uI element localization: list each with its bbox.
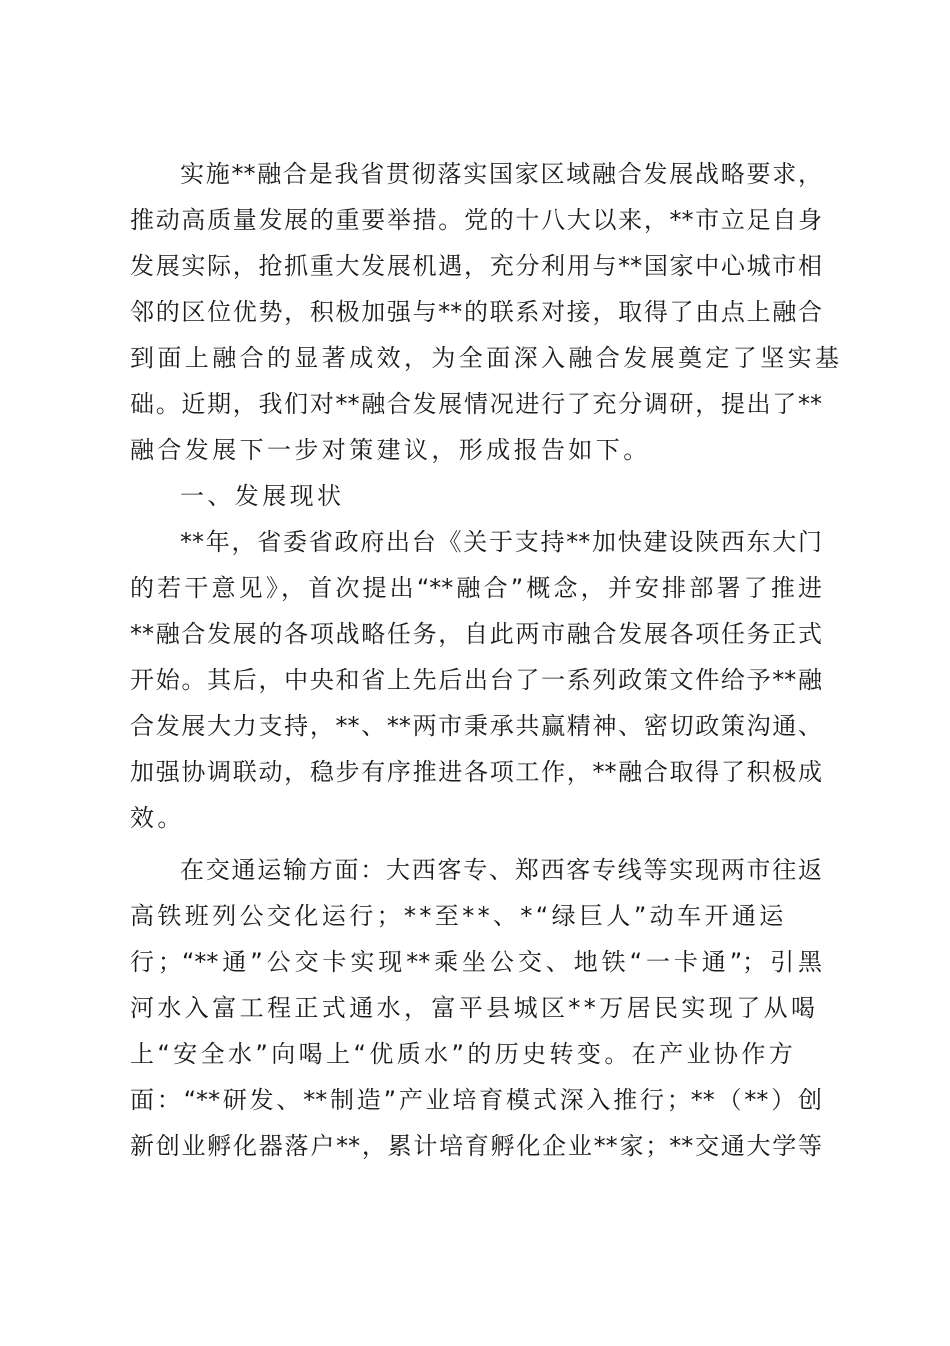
text-line: 在交通运输方面：大西客专、郑西客专线等实现两市往返 (180, 856, 822, 884)
text-line: 发展实际，抢抓重大发展机遇，充分利用与**国家中心城市相 (130, 252, 822, 280)
text-line: 合发展大力支持，**、**两市秉承共赢精神、密切政策沟通、 (130, 712, 822, 740)
text-line: 高铁班列公交化运行；**至**、*“绿巨人”动车开通运 (130, 902, 787, 930)
text-line: 面：“**研发、**制造”产业培育模式深入推行；**（**）创 (130, 1086, 822, 1114)
text-line: 新创业孵化器落户**，累计培育孵化企业**家；**交通大学等 (130, 1132, 822, 1160)
text-line: 效。 (130, 804, 185, 832)
text-line: 加强协调联动，稳步有序推进各项工作，**融合取得了积极成 (130, 758, 822, 786)
text-line: 一、发展现状 (180, 482, 345, 510)
text-line: **融合发展的各项战略任务，自此两市融合发展各项任务正式 (130, 620, 822, 648)
text-line: 融合发展下一步对策建议，形成报告如下。 (130, 436, 651, 464)
section-heading (130, 473, 822, 519)
text-line: 推动高质量发展的重要举措。党的十八大以来，**市立足自身 (130, 206, 822, 234)
paragraph (130, 519, 822, 841)
text-line: 的若干意见》，首次提出“**融合”概念，并安排部署了推进 (130, 574, 822, 602)
text-line: **年，省委省政府出台《关于支持**加快建设陕西东大门 (180, 528, 822, 556)
text-line: 础。近期，我们对**融合发展情况进行了充分调研，提出了** (130, 390, 822, 418)
text-line: 河水入富工程正式通水，富平县城区**万居民实现了从喝 (130, 994, 819, 1022)
text-line: 开始。其后，中央和省上先后出台了一系列政策文件给予**融 (130, 666, 822, 694)
paragraph (130, 151, 843, 473)
text-line: 上“安全水”向喝上“优质水”的历史转变。在产业协作方 (130, 1040, 797, 1068)
text-line: 到面上融合的显著成效，为全面深入融合发展奠定了坚实基 (130, 344, 843, 372)
document-page (130, 151, 843, 1169)
text-line: 邻的区位优势，积极加强与**的联系对接，取得了由点上融合 (130, 298, 822, 326)
paragraph (130, 847, 822, 1169)
text-line: 行；“**通”公交卡实现**乘坐公交、地铁“一卡通”；引黑 (130, 948, 822, 976)
text-line: 实施**融合是我省贯彻落实国家区域融合发展战略要求， (180, 160, 822, 188)
